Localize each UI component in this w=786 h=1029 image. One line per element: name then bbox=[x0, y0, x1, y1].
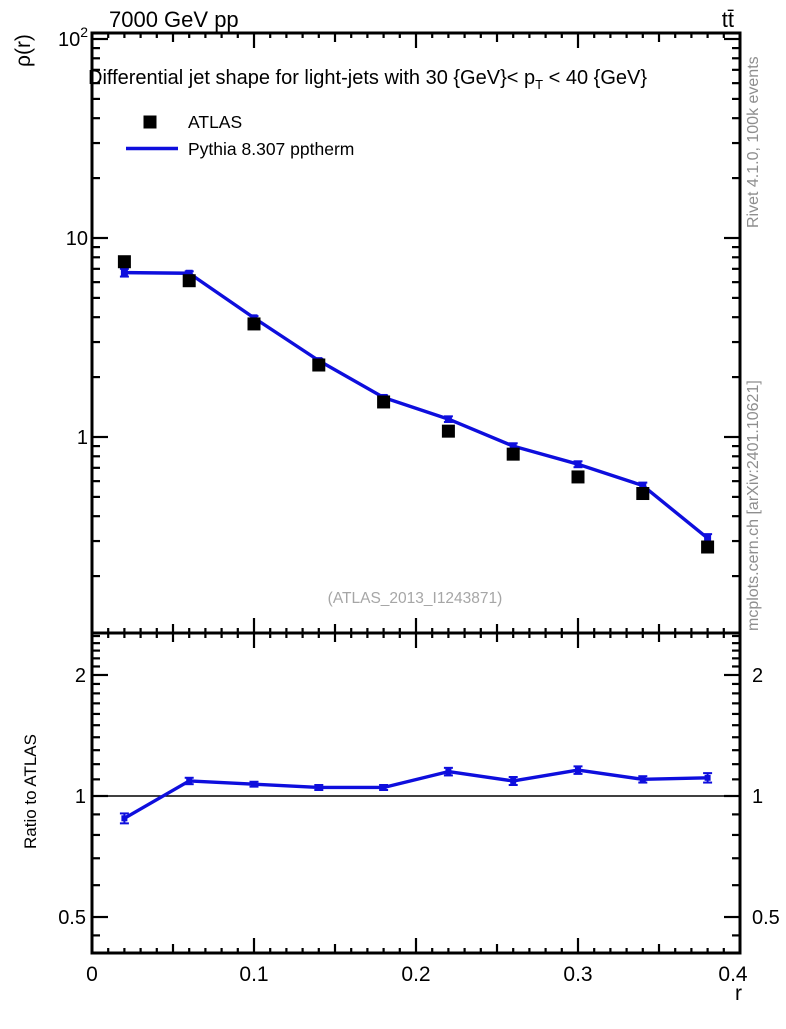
mc-point bbox=[575, 461, 582, 468]
x-tick-label: 0.3 bbox=[563, 963, 593, 986]
data-point bbox=[636, 487, 649, 500]
y-tick-label-main: 10 bbox=[65, 228, 88, 250]
y-tick-label-ratio-right: 0.5 bbox=[752, 907, 780, 930]
plot-title: Differential jet shape for light-jets with 30 $\{GeV\}< p_T < 40$ {GeV} bbox=[88, 67, 648, 92]
ratio-point bbox=[316, 784, 322, 790]
data-point bbox=[572, 470, 585, 483]
analysis-watermark: (ATLAS_2013_I1243871) bbox=[327, 590, 503, 607]
legend-marker-atlas bbox=[144, 116, 157, 129]
ratio-point bbox=[186, 778, 192, 784]
data-point bbox=[248, 317, 261, 330]
data-point bbox=[442, 425, 455, 438]
ratio-point bbox=[381, 784, 387, 790]
rivet-version-annotation: Rivet 4.1.0, 100k events bbox=[745, 56, 762, 228]
y-tick-label-ratio-left: 0.5 bbox=[58, 907, 86, 930]
y-tick-label-main: 1 bbox=[76, 427, 88, 449]
ratio-point bbox=[445, 769, 451, 775]
data-point bbox=[507, 448, 520, 461]
y-tick-label-ratio-left: 1 bbox=[74, 786, 86, 808]
data-point bbox=[701, 541, 714, 554]
y-tick-label-main: $10^2$ bbox=[57, 24, 88, 51]
ratio-point bbox=[575, 767, 581, 773]
y-tick-label-ratio-left: 2 bbox=[74, 664, 86, 687]
axis-tick-labels bbox=[58, 24, 780, 986]
legend-label-atlas: ATLAS bbox=[188, 112, 243, 132]
ratio-point bbox=[251, 781, 257, 787]
main-panel-data bbox=[118, 255, 714, 553]
ratio-point bbox=[121, 815, 127, 821]
x-tick-label: 0 bbox=[86, 963, 98, 986]
ratio-point bbox=[640, 776, 646, 782]
ratio-point bbox=[510, 778, 516, 784]
y-axis-title-main: ρ(r) bbox=[12, 34, 35, 67]
legend bbox=[126, 112, 354, 159]
ratio-frame bbox=[92, 633, 740, 953]
process-label: tt̄ bbox=[721, 7, 734, 32]
ratio-panel-data bbox=[92, 766, 740, 823]
data-point bbox=[312, 359, 325, 372]
legend-label-mc: Pythia 8.307 pptherm bbox=[188, 139, 355, 159]
mcplots-arxiv-annotation: mcplots.cern.ch [arXiv:2401.10621] bbox=[745, 380, 762, 631]
data-point bbox=[183, 274, 196, 287]
beam-energy-label: 7000 GeV pp bbox=[109, 7, 239, 32]
x-tick-label: 0.4 bbox=[718, 963, 748, 986]
x-axis-title: r bbox=[735, 982, 742, 1005]
x-tick-label: 0.1 bbox=[239, 963, 269, 986]
mc-point bbox=[445, 416, 452, 423]
y-axis-title-ratio: Ratio to ATLAS bbox=[21, 734, 40, 849]
data-point bbox=[377, 395, 390, 408]
data-point bbox=[118, 255, 131, 268]
x-tick-label: 0.2 bbox=[401, 963, 431, 986]
ratio-point bbox=[705, 775, 711, 781]
y-tick-label-ratio-right: 2 bbox=[752, 664, 764, 687]
y-tick-label-ratio-right: 1 bbox=[752, 786, 764, 808]
mc-point bbox=[121, 269, 128, 276]
mc-curve bbox=[124, 273, 707, 539]
ratio-curve bbox=[124, 770, 707, 818]
